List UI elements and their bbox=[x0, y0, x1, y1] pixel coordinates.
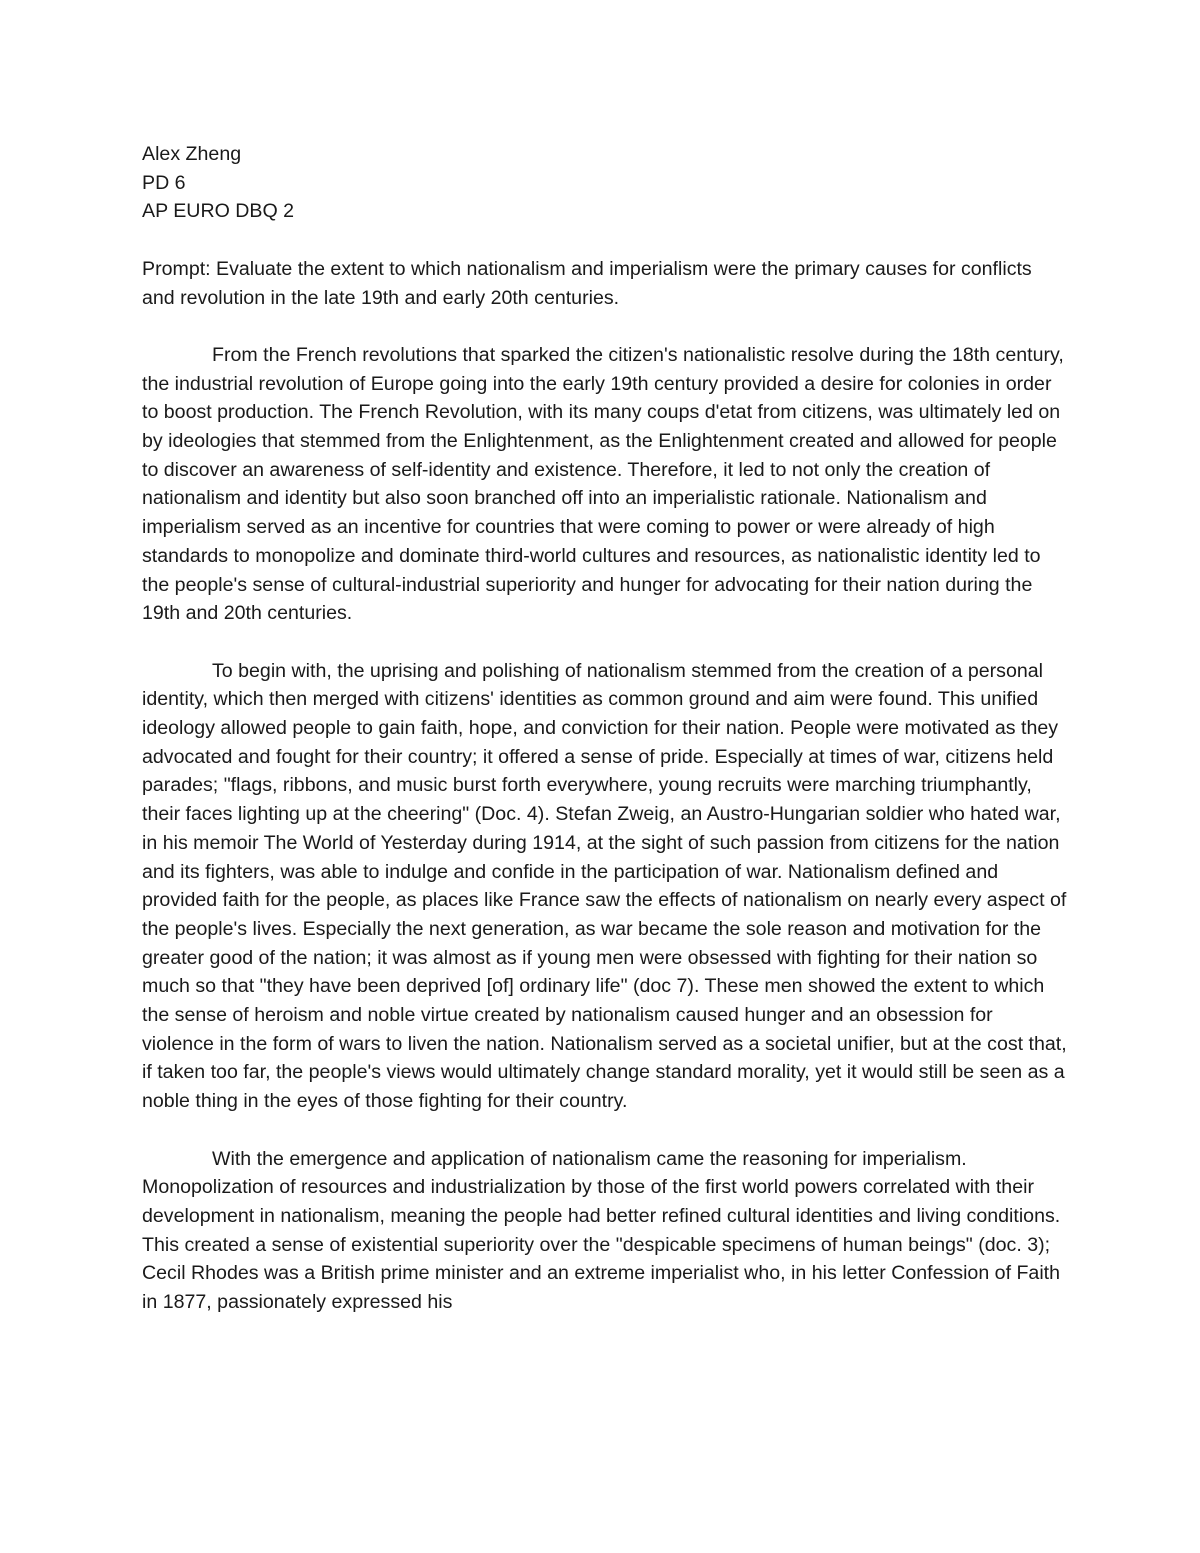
author-name: Alex Zheng bbox=[142, 143, 242, 165]
class-period: PD 6 bbox=[142, 171, 186, 194]
paragraph-body-imperialism: With the emergence and application of nationalism came the reasoning for imperialism. Monopolization of resources and industrialization by those of the first world powers correlated with their development in nationalism, meaning the people had better refined cultural identities and living conditions. This created a sense of existential superiority over the "despicable specimens of human beings" (doc. 3); Cecil Rhodes was a British prime minister and an extreme imperialist who, in his letter Confession of Faith in 1877, passionately expressed his bbox=[142, 1147, 1061, 1314]
paragraph-introduction: From the French revolutions that sparked the citizen's nationalistic resolve during the 18th century, the industrial revolution of Europe going into the early 19th century provided a desire for colonies in order to boost production. The French Revolution, with its many coups d'etat from citizens, was ultimately led on by ideologies that stemmed from the Enlightenment, as the Enlightenment created and allowed for people to discover an awareness of self-identity and existence. Therefore, it led to not only the creation of nationalism and identity but also soon branched off into an imperialistic rationale. Nationalism and imperialism served as an incentive for countries that were coming to power or were already of high standards to monopolize and dominate third-world cultures and resources, as nationalistic identity led to the people's sense of cultural-industrial superiority and hunger for advocating for their nation during the 19th and 20th centuries. bbox=[142, 343, 1064, 625]
paragraph-body-nationalism: To begin with, the uprising and polishing of nationalism stemmed from the creation of a personal identity, which then merged with citizens' identities as common ground and aim were found. This unified ideology allowed people to gain faith, hope, and conviction for their nation. People were motivated as they advocated and fought for their country; it offered a sense of pride. Especially at times of war, citizens held parades; "flags, ribbons, and music burst forth everywhere, young recruits were marching triumphantly, their faces lighting up at the cheering" (Doc. 4). Stefan Zweig, an Austro-Hungarian soldier who hated war, in his memoir The World of Yesterday during 1914, at the sight of such passion from citizens for the nation and its fighters, was able to indulge and confide in the participation of war. Nationalism defined and provided faith for the people, as places like France saw the effects of nationalism on nearly every aspect of the people's lives. Especially the next generation, as war became the sole reason and motivation for the greater good of the nation; it was almost as if young men were obsessed with fighting for their nation so much so that "they have been deprived [of] ordinary life" (doc 7). These men showed the extent to which the sense of heroism and noble virtue created by nationalism caused hunger and an obsession for violence in the form of wars to liven the nation. Nationalism served as a societal unifier, but at the cost that, if taken too far, the people's views would ultimately change standard morality, yet it would still be seen as a noble thing in the eyes of those fighting for their country. bbox=[142, 659, 1067, 1113]
assignment-title: AP EURO DBQ 2 bbox=[142, 200, 295, 223]
essay-prompt: Prompt: Evaluate the extent to which nationalism and imperialism were the primary causes for conflicts and revolution in the late 19th and early 20th centuries. bbox=[142, 257, 1032, 309]
